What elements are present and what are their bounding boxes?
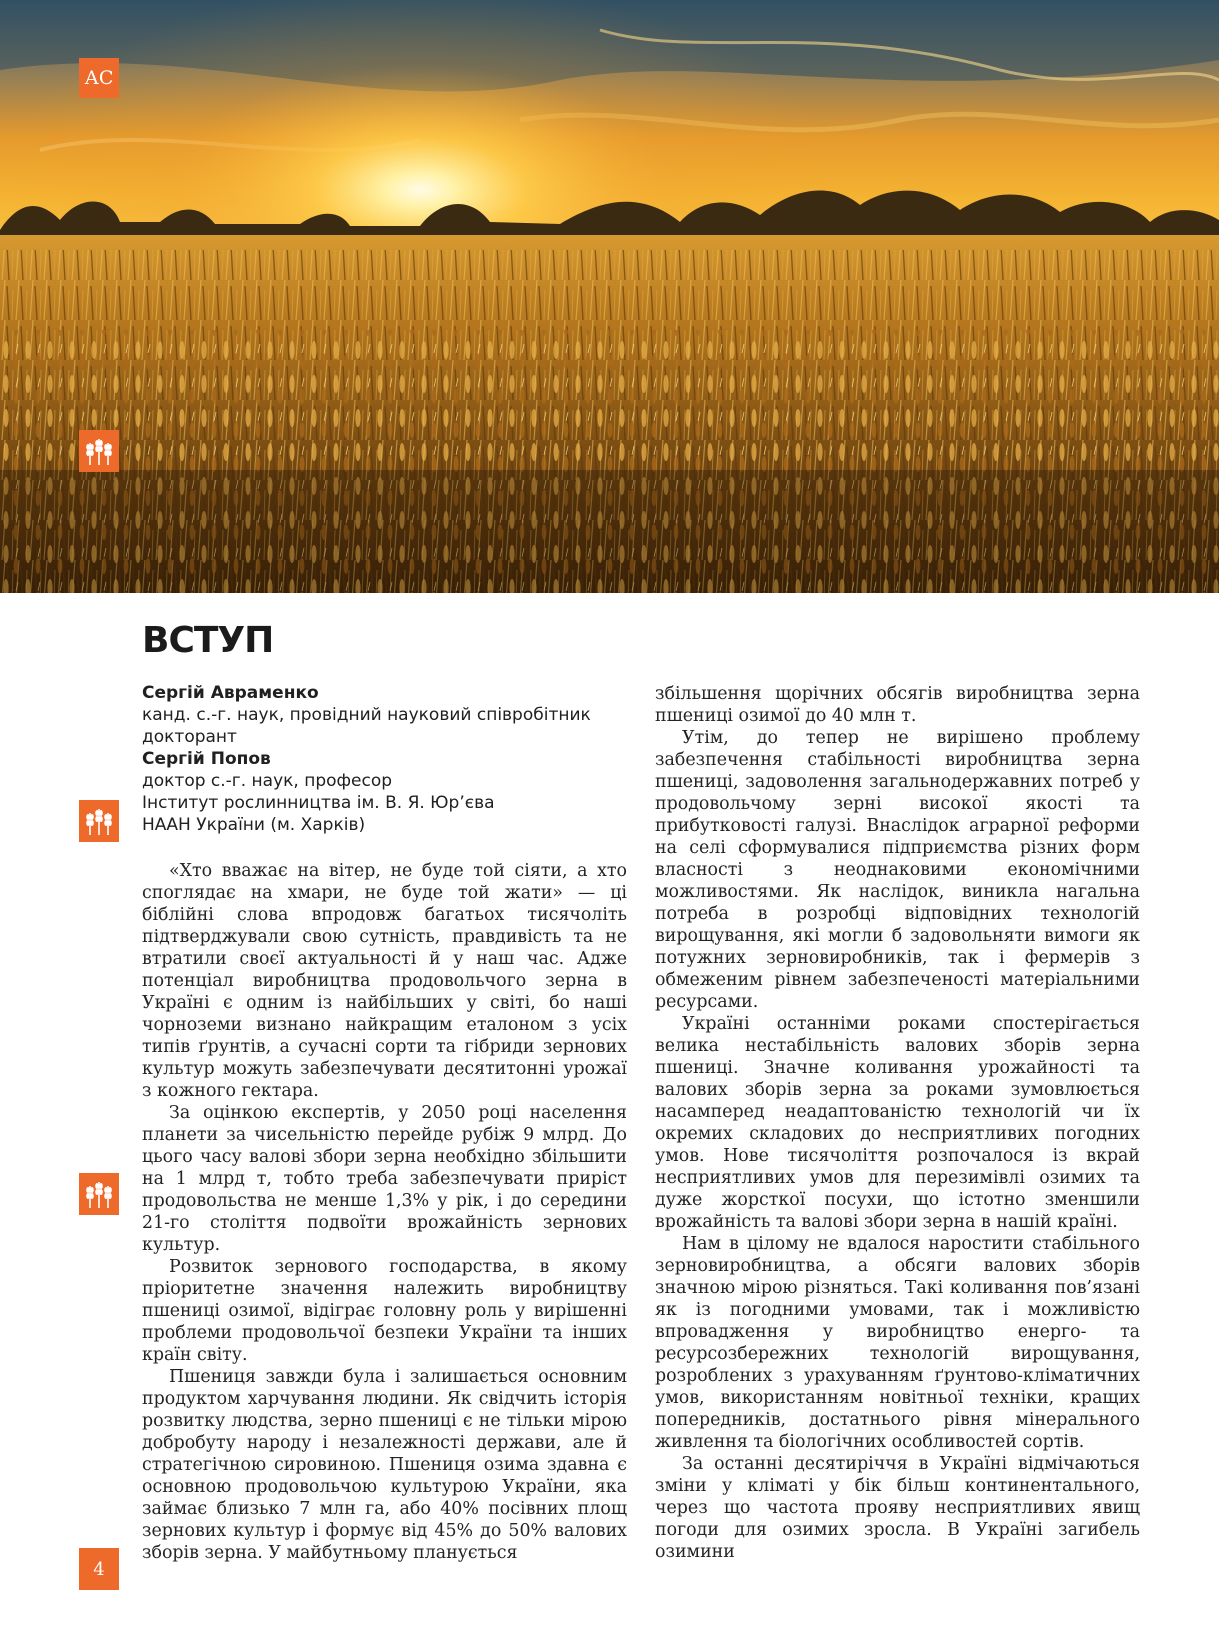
author-academy: НААН України (м. Харків) [142, 815, 366, 835]
authors-block [142, 682, 622, 836]
paragraph: За оцінкою експертів, у 2050 році населення планети за чисельністю перейде рубіж 9 млрд. До цього часу валові збори зерна необхідно збільшити на 1 млрд т, тобто треба забезпечувати приріст продовольства не менше 1,3% у рік, і до середини 21-го століття подвоїти врожайність зернових культур. [142, 1103, 627, 1255]
hero-image [0, 0, 1219, 593]
wheat-icon-graphic [81, 433, 117, 469]
paragraph: Пшениця завжди була і залишається основним продуктом харчування людини. Як свідчить історія розвитку людства, зерно пшениці є не тільки мірою добробуту народу і незалежності держави, але й стратегічною сировиною. Пшениця озима здавна є основною продовольчою культурою України, яка займає близько 7 млн га, або 40% посівних площ зернових культур і формує від 45% до 50% валових зборів зерна. У майбутньому планується [142, 1367, 627, 1563]
wheat-icon [79, 1173, 119, 1215]
paragraph: Україні останніми роками спостерігається велика нестабільність валових зборів зерна пшениці. Значне коливання урожайності та валових зборів зерна за роками зумовлюється насамперед неадаптованістю технологій чи їх окремих складових до несприятливих погодних умов. Нове тисячоліття розпочалося із вкрай несприятливих умов для перезимівлі озимих та дуже жорсткої посухи, що істотно зменшили врожайність та валові збори зерна в нашій країні. [655, 1014, 1140, 1232]
sunset-wheat-field-illustration [0, 0, 1219, 593]
article-column-right [655, 683, 1140, 1563]
page-number: 4 [93, 1558, 105, 1580]
paragraph: За останні десятиріччя в Україні відмічаються зміни у кліматі у бік більш континентального, через що частота прояву несприятливих явищ погоди для озимих зросла. В Україні загибель озимини [655, 1454, 1140, 1562]
paragraph: Розвиток зернового господарства, в якому пріоритетне значення належить виробництву пшениці озимої, відіграє головну роль у вирішенні проблеми продовольчої безпеки України та інших країн світу. [142, 1257, 627, 1365]
author-name: Сергій Авраменко [142, 683, 319, 703]
article-column-left [142, 860, 627, 1564]
wheat-icon [79, 800, 119, 842]
author-name: Сергій Попов [142, 749, 271, 769]
journal-logo-text: АС [84, 67, 114, 89]
journal-logo-badge [79, 58, 119, 98]
page-number-badge [79, 1548, 119, 1590]
paragraph: Утім, до тепер не вирішено проблему забезпечення стабільності виробництва зерна пшениці, задоволення загальнодержавних потреб у продовольчому зерні високої якості та прибутковості галузі. Внаслідок аграрної реформи на селі сформувалися підприємства різних форм власності з неоднаковими економічними можливостями. Як наслідок, виникла нагальна потреба в розробці відповідних технологій вирощування, які могли б задовольняти вимоги як потужних зерновиробників, так і фермерів з обмеженим рівнем забезпеченості матеріальними ресурсами. [655, 728, 1140, 1012]
author-institute: Інститут рослинництва ім. В. Я. Юр’єва [142, 793, 495, 813]
wheat-icon-graphic [81, 1176, 117, 1212]
paragraph: Нам в цілому не вдалося наростити стабільного зерновиробництва, а обсяги валових зборів значною мірою різняться. Такі коливання пов’язані як із погодними умовами, так і можливістю впровадження у виробництво енерго- та ресурсозбережних технологій вирощування, розроблених з урахуванням ґрунтово-кліматичних умов, використанням новітньої техніки, кращих попередників, достатнього рівня мінерального живлення та біологічних особливостей сортів. [655, 1234, 1140, 1452]
author-role: докторант [142, 727, 237, 747]
author-degree: доктор с.-г. наук, професор [142, 771, 393, 791]
author-degree: канд. с.-г. наук, провідний науковий співробітник [142, 705, 591, 725]
paragraph: «Хто вважає на вітер, не буде той сіяти, а хто споглядає на хмари, не буде той жати» — ці біблійні слова впродовж багатьох тисячоліть підтверджували свою сутність, правдивість та не втратили своєї актуальності й у наш час. Адже потенціал виробництва продовольчого зерна в Україні є одним із найбільших у світі, бо наші чорноземи визнано найкращим еталоном з усіх типів ґрунтів, а сучасні сорти та гібриди зернових культур можуть забезпечувати десятитонні урожаї з кожного гектара. [142, 861, 627, 1101]
article-title: ВСТУП [142, 620, 274, 661]
wheat-icon [79, 430, 119, 472]
wheat-icon-graphic [81, 803, 117, 839]
paragraph: збільшення щорічних обсягів виробництва зерна пшениці озимої до 40 млн т. [655, 684, 1140, 726]
